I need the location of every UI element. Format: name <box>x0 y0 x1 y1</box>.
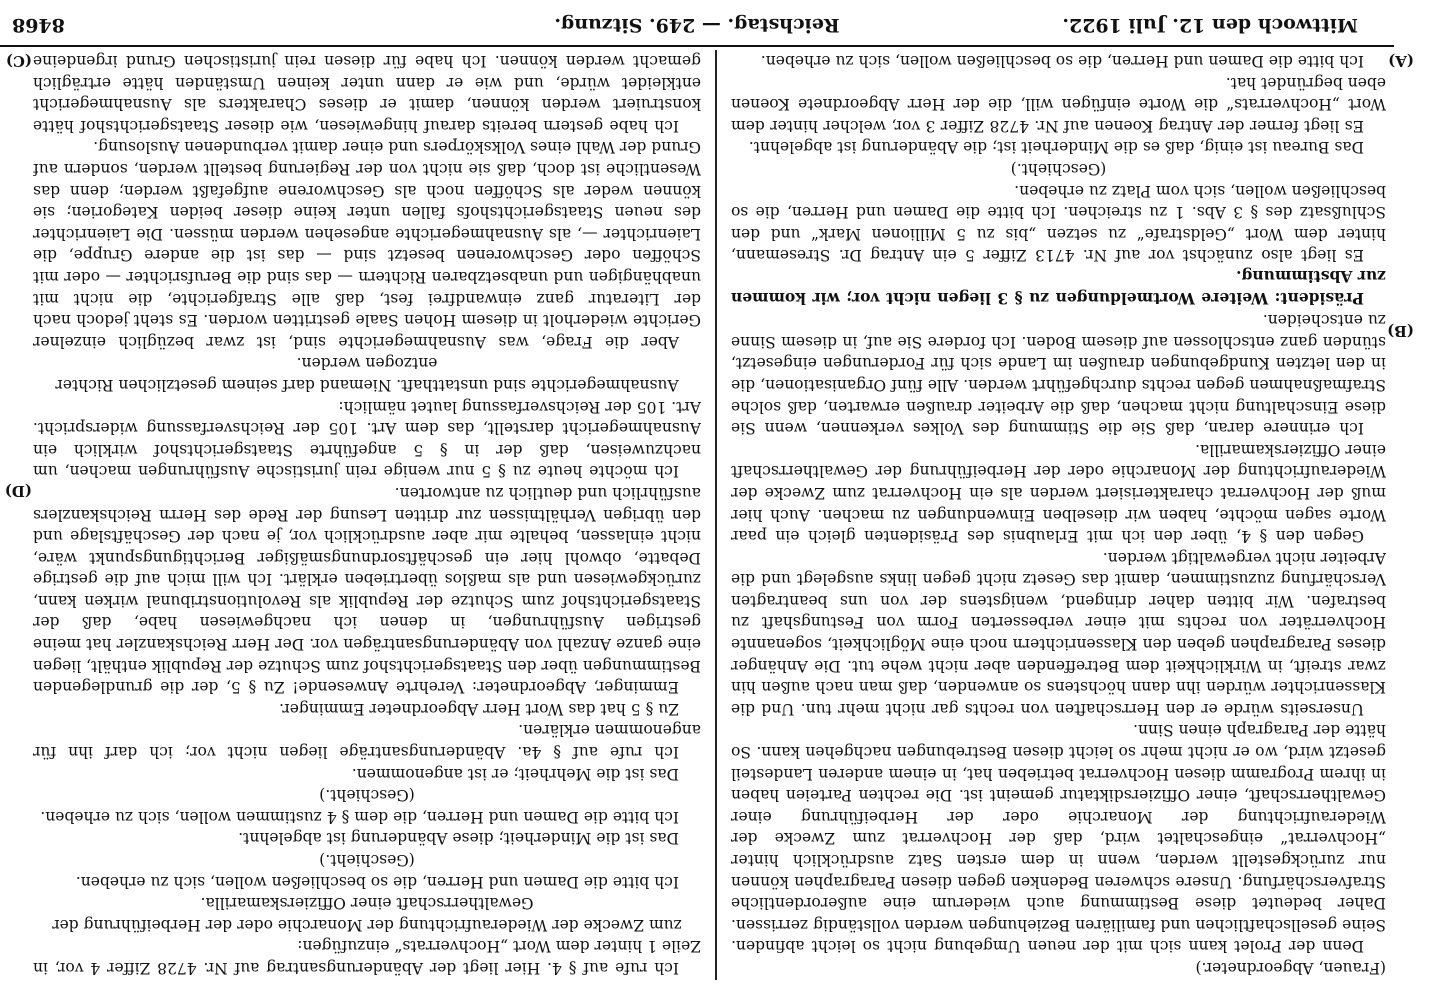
paragraph: Emminger, Abgeordneter: Verehrte Anwesende! Zu § 5, der die grundlegenden Bestimmungen über den Staatsgerichtshof zum Schutze der Republik enthält, liegen eine ganze Anzahl von Abänderungsanträgen vor. Der Herr Reichskanzler hat meine gestrigen Ausführungen, in denen ich nachgewiesen habe, daß der Staatsgerichtshof zum Schutze der Republik als Revolutionstribunal wirken kann, zurückgewiesen und als maßlos übertrieben erklärt. Ich will mich auf die gestrige Debatte, obwohl hier ein geschäftsordnungsmäßiger Berichtigungspunkt wäre, nicht einlassen, behalte mir aber ausdrücklich vor, je nach der Geschäftslage und den übrigen Verhältnissen zur dritten Lesung der Rede des Herrn Reichskanzlers ausführlich und deutlich zu antworten. <box>33 483 701 697</box>
paragraph: Es liegt ferner der Antrag Koenen auf Nr. 4728 Ziffer 3 vor, welcher hinter dem Wort „Hochverrats“ die Worte einfügen will, die der Herr Abgeordnete Koenen eben begründet hat. <box>731 73 1386 135</box>
paragraph: Denn der Prolet kann sich mit der neuen Umgebung nicht so leicht abfinden. Seine gesellschaftlichen und familiären Beziehungen werden vollständig zerrissen. Daher bedeutet diese Bestimmung auch wiederum eine außerordentliche Strafverschärfung. Unsere schweren Bedenken gegen diesen Paragraphen können nur zurückgestellt werden, wenn in dem ersten Satz ausdrücklich hinter „Hochverrat“ eingeschaltet wird, daß der Hochverrat zum Zwecke der Wiederaufrichtung der Monarchie oder der Herbeiführung einer Gewaltherrschaft, einer Offiziersdiktatur gemeint ist. Die rechten Parteien haben in ihrem Programm diesen Hochverrat betrieben hat, in einem anderen Landesteil gesetzt wird, wo er nicht mehr so leicht diesen Bestrebungen nachgehen kann. So hätte der Paragraph einen Sinn. <box>731 721 1386 956</box>
paragraph: Das ist die Minderheit; diese Abänderung ist abgelehnt. <box>238 829 679 848</box>
paragraph: Zu § 5 hat das Wort Herr Abgeordneter Emminger. <box>279 699 679 718</box>
margin-note <box>0 0 17 1000</box>
page-header <box>0 8 1394 42</box>
paragraph: (Geschieht.) <box>1010 160 1107 179</box>
column-divider <box>715 50 717 980</box>
paragraph: Aber die Frage, was Ausnahmegerichte sind, ist zwar bezüglich einzelner Gerichte wiederholt in diesem Hohen Saale gestritten worden. Es steht jedoch nach der Literatur ganz einwandfrei fest, daß alle Strafgerichte, die nicht mit unabhängigen und unabsetzbaren Richtern — das sind die Berufsrichter — oder mit Schöffen oder Geschworenen besetzt sind — das ist die andere Gruppe, die Laienrichter —, als Ausnahmegerichte angesehen werden müssen. Die Laienrichter des neuen Staatsgerichtshofs fallen unter keine dieser beiden Kategorien; sie können weder als Schöffen noch als Geschworene aufgefaßt werden; denn das Wesentliche ist doch, daß sie nicht von der Regierung bestellt werden, sondern auf Grund der Wahl eines Volkskörpers und einer damit verbundenen Auslosung. <box>33 138 701 351</box>
paragraph: (Geschieht.) <box>319 786 415 805</box>
paragraph: Ich möchte heute zu § 5 nur wenige rein juristische Ausführungen machen, um nachzuweisen, daß der in § 5 angeführte Staatsgerichtshof wirklich ein Ausnahmegericht darstellt, das dem Art. 105 der Reichsverfassung widerspricht. Art. 105 der Reichsverfassung lautet nämlich: <box>33 397 701 481</box>
page-number: 8468 <box>12 14 65 36</box>
paragraph: Unserseits würde er den Herrschaften von rechts gar nicht mehr tun. Und die Klassenrichter würden ihn dann höchstens so anwenden, daß man nach außen hin zwar streift, in Wirklichkeit dem Betreffenden aber nicht wehe tut. Die Anhänger dieses Paragraphen geben den Klassenrichtern noch eine Möglichkeit, sogenannte Hochverräter von rechts mit einer verbesserten Form von Festungshaft zu bestrafen. Wir bitten daher dringend, wenigstens der von uns beantragten Verschärfung zuzustimmen, damit das Gesetz nicht gegen links ausgelegt und die Arbeiter nicht vergewaltigt werden. <box>731 548 1386 718</box>
margin-marker-a: (A) <box>1388 52 1414 70</box>
paragraph: Ich erinnere daran, daß Sie die Stimmung des Volkes verkennen, wenn Sie diese Einschaltung nicht machen, daß die Arbeiter draußen erwarten, daß solche Strafmaßnahmen gegen rechts durchgeführt werden. Alle fünf Organisationen, die in den letzten Kundgebungen draußen im Lande sich für Forderungen eingesetzt, stünden ganz entschlossen auf diesem Boden. Ich fordere Sie auf, in diesem Sinne zu entscheiden. <box>731 311 1386 438</box>
paragraph: Ich bitte die Damen und Herren, die so beschließen wollen, sich zu erheben. <box>75 872 679 891</box>
paragraph: (Geschieht.) <box>319 851 415 870</box>
session-date: Mittwoch den 12. Juli 1922. <box>1062 14 1358 36</box>
paragraph: Ich rufe auf § 4. Hier liegt der Abänderungsantrag auf Nr. 4728 Ziffer 4 vor, in Zeile 1 hinter dem Wort „Hochverrats“ einzufügen: <box>33 937 701 977</box>
margin-marker-d: (D) <box>4 482 32 500</box>
paragraph: Präsident: Weitere Wortmeldungen zu § 3 liegen nicht vor; wir kommen zur Abstimmung. <box>731 267 1386 308</box>
page-title: Reichstag. — 249. Sitzung. <box>554 14 840 36</box>
margin-marker-c: (C) <box>5 52 32 70</box>
paragraph: Das Bureau ist einig, daß es die Minderheit ist; die Abänderung ist abgelehnt. <box>748 138 1364 157</box>
paragraph: Gegen den § 4, über den ich mit Erlaubnis des Präsidenten gleich ein paar Worte sagen möchte, haben wir dieselben Einwendungen zu machen. Auch hier muß der Hochverrat charakterisiert werden als ein Hochverrat zum Zwecke der Wiederaufrichtung der Monarchie oder der Herbeiführung der Gewaltherrschaft einer Offizierskamarilla. <box>731 440 1386 546</box>
header-rule <box>0 45 1394 47</box>
margin-marker-b: (B) <box>1387 322 1414 340</box>
left-text-column <box>731 48 1386 978</box>
paragraph: Das ist die Mehrheit; er ist angenommen. <box>351 764 679 783</box>
paragraph: Ich bitte die Damen und Herren, die so beschließen wollen, sich zu erheben. <box>760 52 1364 71</box>
right-text-column <box>33 48 701 978</box>
paragraph: Ich bitte die Damen und Herren, die dem § 4 zustimmen wollen, sich zu erheben. <box>40 807 679 826</box>
paragraph: (Frauen, Abgeordneter.) <box>1195 959 1386 977</box>
paragraph: Es liegt also zunächst vor auf Nr. 4713 Ziffer 5 ein Antrag Dr. Stresemann, hinter dem Wort „Geldstrafe“ zu setzen „bis zu 5 Millionen Mark“ und den Schlußsatz des § 3 Abs. 1 zu streichen. Ich bitte die Damen und Herren, die so beschließen wollen, sich vom Platz zu erheben. <box>731 181 1386 265</box>
paragraph: zum Zwecke der Wiederaufrichtung der Monarchie oder der Herbeiführung der Gewaltherrschaft einer Offizierskamarilla. <box>52 894 682 934</box>
paragraph: Ausnahmegerichte sind unstatthaft. Niemand darf seinem gesetzlichen Richter entzogen werden. <box>55 354 679 394</box>
paragraph: Ich habe gestern bereits darauf hingewiesen, wie dieser Staatsgerichtshof hätte konstruiert werden können, damit er dieses Charakters als Ausnahmegericht entkleidet würde, und wie er dann unter keinen Umständen hätte erträglich gemacht werden können. Ich habe für diesen rein juristischen Grund irgendeine <box>33 52 701 135</box>
paragraph: Ich rufe auf § 4a. Abänderungsanträge liegen nicht vor; ich darf ihn für angenommen erklären. <box>33 721 701 762</box>
